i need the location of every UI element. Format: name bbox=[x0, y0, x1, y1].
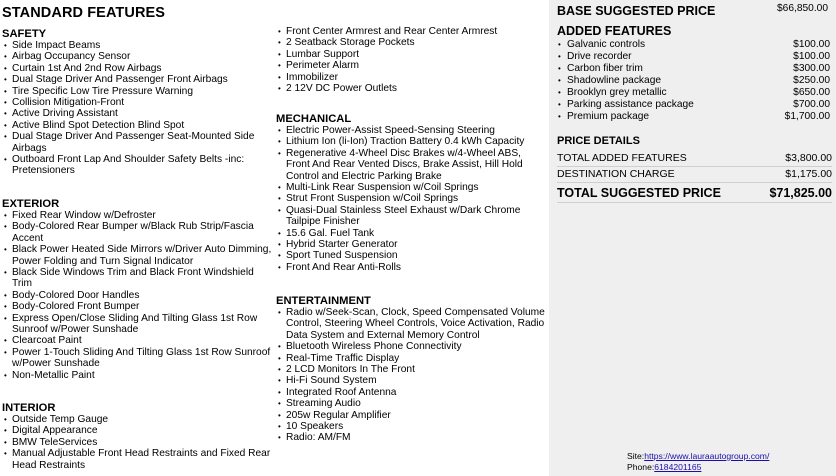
bullet-icon: • bbox=[558, 40, 561, 49]
safety-title: SAFETY bbox=[2, 28, 47, 40]
base-price-label: BASE SUGGESTED PRICE bbox=[557, 4, 716, 18]
added-feature-value: $100.00 bbox=[793, 39, 830, 50]
entertainment-title: ENTERTAINMENT bbox=[276, 295, 371, 307]
feature-item: • Lithium Ion (li-Ion) Traction Battery 0.4 kWh Capacity bbox=[276, 136, 546, 147]
feature-item: • Body-Colored Rear Bumper w/Black Rub Strip/Fascia Accent bbox=[2, 221, 272, 244]
feature-item: • Black Power Heated Side Mirrors w/Driver Auto Dimming, Power Folding and Turn Signal Indicator bbox=[2, 244, 272, 267]
bullet-icon: • bbox=[558, 88, 561, 97]
feature-item: • Immobilizer bbox=[276, 72, 546, 83]
base-price-value: $66,850.00 bbox=[777, 3, 828, 14]
feature-item: • Hi-Fi Sound System bbox=[276, 375, 546, 386]
bullet-icon: • bbox=[558, 100, 561, 109]
safety-section bbox=[2, 26, 272, 177]
feature-item: • BMW TeleServices bbox=[2, 437, 272, 448]
feature-item: • Black Side Windows Trim and Black Front Windshield Trim bbox=[2, 267, 272, 290]
site-line bbox=[627, 451, 769, 461]
divider bbox=[557, 182, 832, 183]
interior-continued-list bbox=[276, 26, 546, 94]
feature-item: • Digital Appearance bbox=[2, 425, 272, 436]
destination-label: DESTINATION CHARGE bbox=[557, 168, 675, 180]
total-row bbox=[557, 186, 832, 200]
feature-item: • Quasi-Dual Stainless Steel Exhaust w/Dark Chrome Tailpipe Finisher bbox=[276, 205, 546, 228]
feature-item: • Outside Temp Gauge bbox=[2, 414, 272, 425]
pricing-panel bbox=[549, 0, 836, 476]
mechanical-section bbox=[276, 111, 546, 273]
feature-item: • 205w Regular Amplifier bbox=[276, 410, 546, 421]
feature-item: • 2 12V DC Power Outlets bbox=[276, 83, 546, 94]
entertainment-section bbox=[276, 293, 546, 444]
total-added-row bbox=[557, 152, 832, 164]
phone-link[interactable]: 6184201165 bbox=[654, 462, 702, 472]
feature-item: • Radio: AM/FM bbox=[276, 432, 546, 443]
feature-item: • Sport Tuned Suspension bbox=[276, 250, 546, 261]
feature-item: • Strut Front Suspension w/Coil Springs bbox=[276, 193, 546, 204]
site-label: Site: bbox=[627, 451, 645, 461]
destination-value: $1,175.00 bbox=[785, 168, 832, 180]
feature-item: • Curtain 1st And 2nd Row Airbags bbox=[2, 63, 272, 74]
feature-item: • Body-Colored Front Bumper bbox=[2, 301, 272, 312]
site-link[interactable]: https://www.lauraautogroup.com/ bbox=[644, 451, 770, 461]
feature-item: • Radio w/Seek-Scan, Clock, Speed Compensated Volume Control, Steering Wheel Controls, Voice Activation, Radio Data System and External Memory Control bbox=[276, 307, 546, 341]
feature-item: • Multi-Link Rear Suspension w/Coil Springs bbox=[276, 182, 546, 193]
bullet-icon: • bbox=[558, 76, 561, 85]
feature-item: • 15.6 Gal. Fuel Tank bbox=[276, 228, 546, 239]
feature-item: • Perimeter Alarm bbox=[276, 60, 546, 71]
added-feature-value: $300.00 bbox=[793, 63, 830, 74]
feature-item: • Side Impact Beams bbox=[2, 40, 272, 51]
total-added-label: TOTAL ADDED FEATURES bbox=[557, 152, 687, 164]
feature-item: • 2 Seatback Storage Pockets bbox=[276, 37, 546, 48]
feature-item: • Non-Metallic Paint bbox=[2, 370, 272, 381]
interior-title: INTERIOR bbox=[2, 402, 56, 414]
feature-item: • Airbag Occupancy Sensor bbox=[2, 51, 272, 62]
added-feature-label: Premium package bbox=[567, 111, 650, 122]
total-suggested-label: TOTAL SUGGESTED PRICE bbox=[557, 186, 721, 200]
interior-list bbox=[2, 414, 272, 471]
added-feature-label: Brooklyn grey metallic bbox=[567, 87, 667, 98]
feature-item: • Express Open/Close Sliding And Tilting Glass 1st Row Sunroof w/Power Sunshade bbox=[2, 313, 272, 336]
interior-continued-section bbox=[276, 26, 546, 94]
phone-label: Phone: bbox=[627, 462, 655, 472]
feature-item: • Active Blind Spot Detection Blind Spot bbox=[2, 120, 272, 131]
feature-item: • Bluetooth Wireless Phone Connectivity bbox=[276, 341, 546, 352]
total-added-value: $3,800.00 bbox=[785, 152, 832, 164]
feature-item: • Manual Adjustable Front Head Restraints and Fixed Rear Head Restraints bbox=[2, 448, 272, 471]
feature-item: • Electric Power-Assist Speed-Sensing Steering bbox=[276, 125, 546, 136]
exterior-section bbox=[2, 196, 272, 381]
added-feature-label: Carbon fiber trim bbox=[567, 63, 643, 74]
divider bbox=[557, 166, 832, 167]
added-features-title: ADDED FEATURES bbox=[557, 24, 672, 38]
feature-item: • Clearcoat Paint bbox=[2, 335, 272, 346]
feature-item: • Lumbar Support bbox=[276, 49, 546, 60]
added-feature-label: Parking assistance package bbox=[567, 99, 694, 110]
feature-item: • Active Driving Assistant bbox=[2, 108, 272, 119]
feature-item: • Dual Stage Driver And Passenger Front Airbags bbox=[2, 74, 272, 85]
feature-item: • Front Center Armrest and Rear Center Armrest bbox=[276, 26, 546, 37]
exterior-title: EXTERIOR bbox=[2, 198, 60, 210]
safety-list bbox=[2, 40, 272, 177]
feature-item: • Streaming Audio bbox=[276, 398, 546, 409]
bullet-icon: • bbox=[558, 52, 561, 61]
added-feature-label: Galvanic controls bbox=[567, 39, 646, 50]
destination-row bbox=[557, 168, 832, 180]
feature-item: • Regenerative 4-Wheel Disc Brakes w/4-Wheel ABS, Front And Rear Vented Discs, Brake Assist, Hill Hold Control and Electric Parking Brake bbox=[276, 148, 546, 182]
feature-item: • Front And Rear Anti-Rolls bbox=[276, 262, 546, 273]
bullet-icon: • bbox=[558, 112, 561, 121]
feature-item: • Outboard Front Lap And Shoulder Safety Belts -inc: Pretensioners bbox=[2, 154, 272, 177]
added-feature-label: Shadowline package bbox=[567, 75, 662, 86]
exterior-list bbox=[2, 210, 272, 381]
total-suggested-value: $71,825.00 bbox=[769, 186, 832, 200]
feature-item: • Dual Stage Driver And Passenger Seat-Mounted Side Airbags bbox=[2, 131, 272, 154]
added-feature-value: $1,700.00 bbox=[784, 111, 830, 122]
feature-item: • Tire Specific Low Tire Pressure Warning bbox=[2, 86, 272, 97]
interior-section bbox=[2, 400, 272, 471]
phone-line bbox=[627, 462, 701, 472]
feature-item: • Real-Time Traffic Display bbox=[276, 353, 546, 364]
added-feature-label: Drive recorder bbox=[567, 51, 632, 62]
added-feature-value: $250.00 bbox=[793, 75, 830, 86]
standard-features-title: STANDARD FEATURES bbox=[2, 5, 166, 21]
feature-item: • Hybrid Starter Generator bbox=[276, 239, 546, 250]
mechanical-list bbox=[276, 125, 546, 273]
feature-item: • 10 Speakers bbox=[276, 421, 546, 432]
mechanical-title: MECHANICAL bbox=[276, 113, 352, 125]
feature-item: • Collision Mitigation-Front bbox=[2, 97, 272, 108]
bullet-icon: • bbox=[558, 64, 561, 73]
feature-item: • Power 1-Touch Sliding And Tilting Glass 1st Row Sunroof w/Power Sunshade bbox=[2, 347, 272, 370]
added-feature-value: $700.00 bbox=[793, 99, 830, 110]
entertainment-list bbox=[276, 307, 546, 444]
added-feature-value: $650.00 bbox=[793, 87, 830, 98]
feature-item: • Fixed Rear Window w/Defroster bbox=[2, 210, 272, 221]
feature-item: • Integrated Roof Antenna bbox=[276, 387, 546, 398]
feature-item: • 2 LCD Monitors In The Front bbox=[276, 364, 546, 375]
feature-item: • Body-Colored Door Handles bbox=[2, 290, 272, 301]
price-details-title: PRICE DETAILS bbox=[557, 135, 640, 147]
divider bbox=[557, 202, 832, 203]
added-feature-value: $100.00 bbox=[793, 51, 830, 62]
